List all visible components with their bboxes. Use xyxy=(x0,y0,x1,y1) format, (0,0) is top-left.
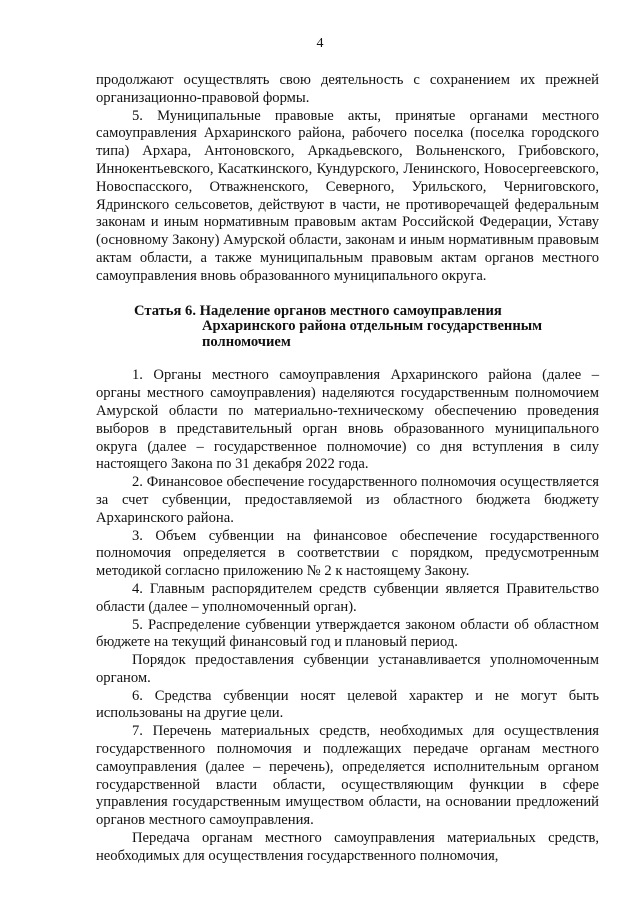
paragraph-continuation: продолжают осуществлять свою деятельность с сохранением их прежней организационно-правовой формы. xyxy=(96,72,599,106)
paragraph-item-3: 3. Объем субвенции на финансовое обеспечение государственного полномочия определяется в соответствии с порядком, предусмотренным методикой согласно приложению № 2 к настоящему Закону. xyxy=(96,527,599,580)
paragraph-transfer: Передача органам местного самоуправления материальных средств, необходимых для осуществления государственного полномочия, xyxy=(96,830,599,864)
document-body xyxy=(96,72,599,866)
paragraph-item-4: 4. Главным распорядителем средств субвенции является Правительство области (далее – уполномоченный орган). xyxy=(96,580,599,615)
article-heading-line-3: полномочием xyxy=(202,333,291,350)
page-number: 4 xyxy=(316,36,324,51)
paragraph-municipal-acts: 5. Муниципальные правовые акты, принятые органами местного самоуправления Архаринского района, рабочего поселка (поселка городского типа) Архара, Антоновского, Аркадьевского, Вольненского, Грибовского, Иннокентьевского, Касаткинского, Кундурского, Ленинского, Новосергеевского, Новоспасского, Отважненского, Северного, Урильского, Черниговского, Ядринского сельсоветов, действуют в части, не противоречащей федеральным законам и иным нормативным правовым актам Российской Федерации, Уставу (основному Закону) Амурской области, законам и иным нормативным правовым актам области, а также муниципальным правовым актам органов местного самоуправления вновь образованного муниципального округа. xyxy=(96,107,599,284)
paragraph-item-5: 5. Распределение субвенции утверждается законом области об областном бюджете на текущий финансовый год и плановый период. xyxy=(96,616,599,651)
paragraph-item-7: 7. Перечень материальных средств, необходимых для осуществления государственного полномочия и подлежащих передаче органам местного самоуправления (далее – перечень), определяется исполнительным органом государственной власти области, осуществляющим функции в сфере управления государственным имуществом области, на основании предложений органов местного самоуправления. xyxy=(96,723,599,829)
article-heading-line-2: Архаринского района отдельным государственным xyxy=(202,318,543,335)
paragraph-item-1: 1. Органы местного самоуправления Архаринского района (далее – органы местного самоуправления) наделяются государственным полномочием Амурской области по материально-техническому обеспечению проведения выборов в представительный орган вновь образованного муниципального округа (далее – государственное полномочие) со дня вступления в силу настоящего Закона по 31 декабря 2022 года. xyxy=(96,367,599,473)
paragraph-item-2: 2. Финансовое обеспечение государственного полномочия осуществляется за счет субвенции, предоставляемой из областного бюджета бюджету Архаринского района. xyxy=(96,474,599,526)
paragraph-subsidy-procedure: Порядок предоставления субвенции устанавливается уполномоченным органом. xyxy=(96,652,599,686)
article-heading-line-1: Статья 6. Наделение органов местного самоуправления xyxy=(134,302,502,319)
paragraph-item-6: 6. Средства субвенции носят целевой характер и не могут быть использованы на другие цели. xyxy=(96,687,599,722)
article-heading xyxy=(96,304,599,351)
